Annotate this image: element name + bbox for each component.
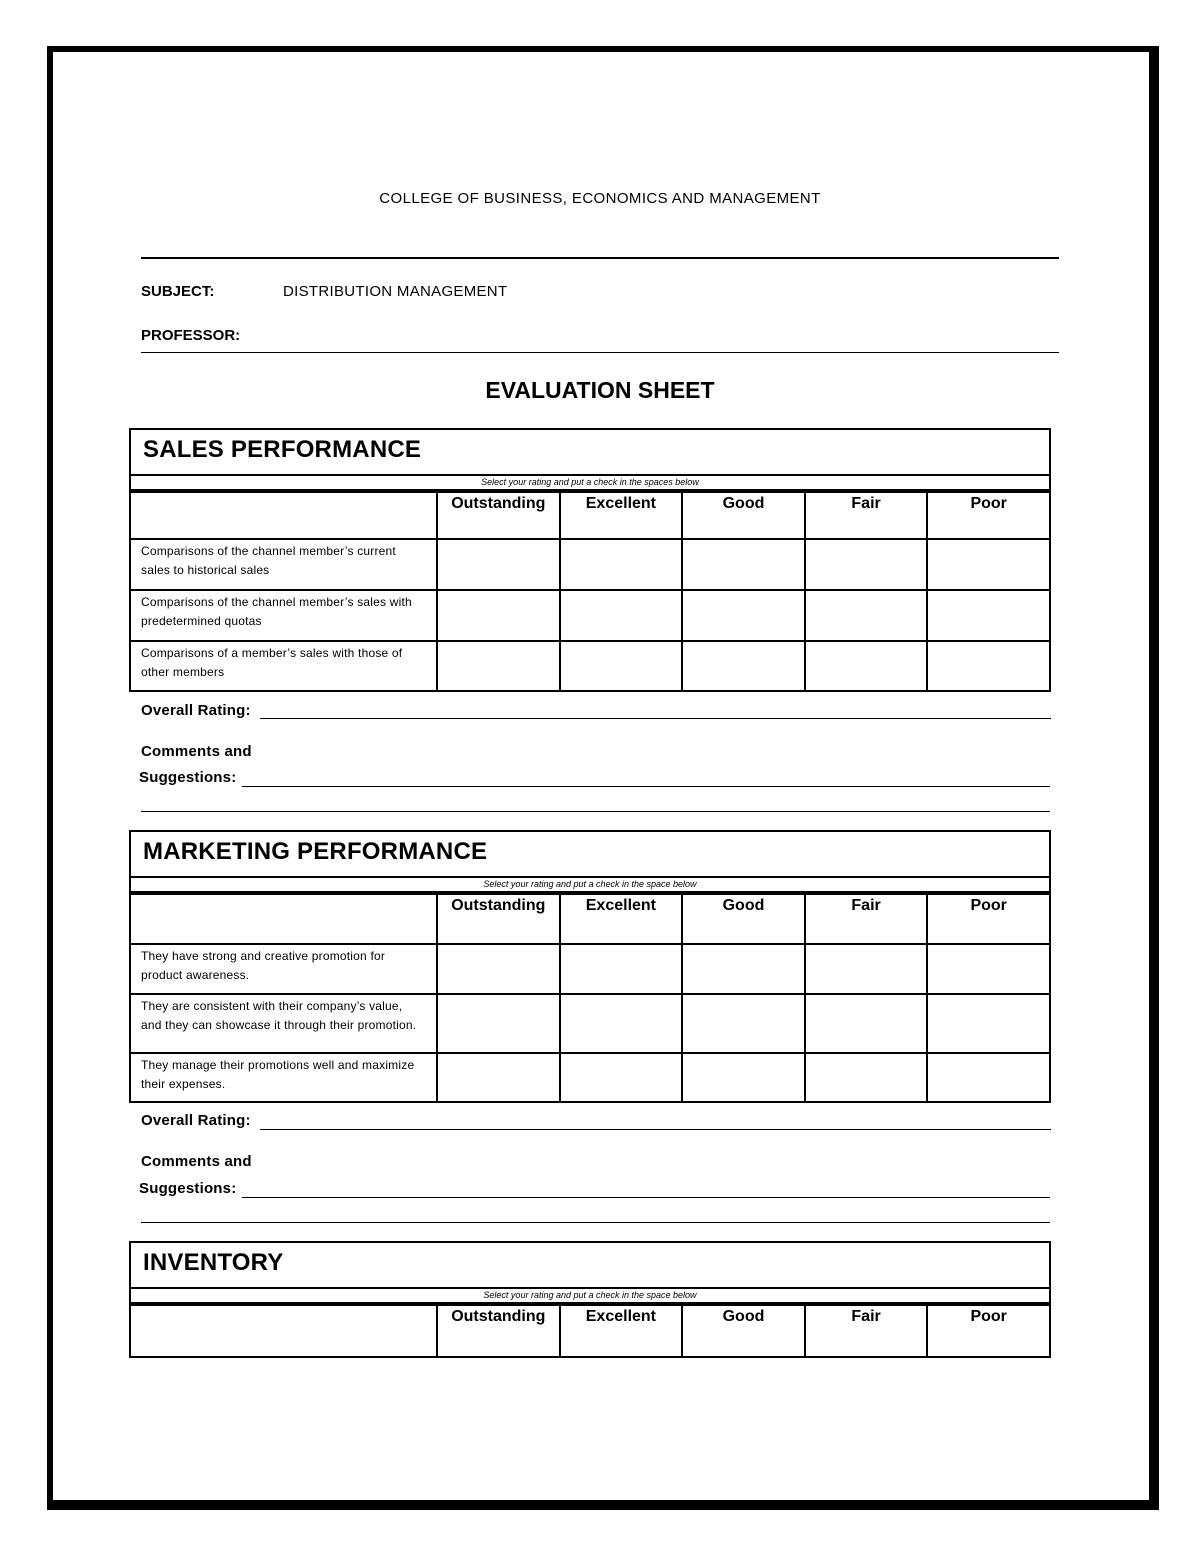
rating-cell-good[interactable] [682, 944, 805, 994]
rating-cell-excellent[interactable] [560, 1053, 683, 1102]
criteria-header [130, 894, 437, 944]
rating-cell-excellent[interactable] [560, 539, 683, 590]
page-title: EVALUATION SHEET [485, 377, 715, 403]
rating-col-outstanding: Outstanding [437, 492, 560, 539]
rating-table [129, 491, 1051, 692]
rating-col-outstanding: Outstanding [437, 1305, 560, 1357]
section-instruction: Select your rating and put a check in the spaces below [129, 476, 1051, 491]
table-row [130, 641, 1050, 691]
rating-cell-outstanding[interactable] [437, 944, 560, 994]
rating-cell-poor[interactable] [927, 1053, 1050, 1102]
marketing-performance-section [129, 830, 1051, 1103]
rating-cell-fair[interactable] [805, 641, 928, 691]
comments-line[interactable] [242, 1197, 1050, 1198]
rating-table [129, 1304, 1051, 1358]
section-title: MARKETING PERFORMANCE [129, 830, 1051, 878]
rating-cell-poor[interactable] [927, 539, 1050, 590]
rating-col-good: Good [682, 492, 805, 539]
rating-cell-outstanding[interactable] [437, 994, 560, 1053]
rating-col-poor: Poor [927, 492, 1050, 539]
criteria-header [130, 1305, 437, 1357]
comments-line[interactable] [242, 786, 1050, 787]
rating-cell-fair[interactable] [805, 944, 928, 994]
rating-col-poor: Poor [927, 894, 1050, 944]
rating-cell-excellent[interactable] [560, 590, 683, 641]
rating-cell-outstanding[interactable] [437, 590, 560, 641]
overall-rating-line[interactable] [260, 1129, 1051, 1130]
table-row [130, 590, 1050, 641]
comments-label: Comments and [141, 743, 252, 760]
rating-header-row [130, 492, 1050, 539]
rating-cell-good[interactable] [682, 539, 805, 590]
rating-col-outstanding: Outstanding [437, 894, 560, 944]
rating-header-row [130, 1305, 1050, 1357]
rating-cell-poor[interactable] [927, 944, 1050, 994]
rating-col-fair: Fair [805, 894, 928, 944]
criteria-header [130, 492, 437, 539]
section-title: INVENTORY [129, 1241, 1051, 1289]
criterion-text: They are consistent with their company’s value, and they can showcase it through their promotion. [130, 994, 437, 1053]
section-title: SALES PERFORMANCE [129, 428, 1051, 476]
criterion-text: Comparisons of the channel member’s sales with predetermined quotas [130, 590, 437, 641]
rating-col-excellent: Excellent [560, 894, 683, 944]
rating-cell-fair[interactable] [805, 539, 928, 590]
rating-col-excellent: Excellent [560, 492, 683, 539]
rating-cell-fair[interactable] [805, 994, 928, 1053]
rating-col-good: Good [682, 1305, 805, 1357]
rating-cell-excellent[interactable] [560, 994, 683, 1053]
comments-line[interactable] [141, 1222, 1050, 1223]
table-row [130, 944, 1050, 994]
suggestions-label: Suggestions: [139, 1180, 237, 1197]
table-row [130, 1053, 1050, 1102]
subject-value: DISTRIBUTION MANAGEMENT [283, 283, 508, 300]
header-rule [141, 257, 1059, 259]
college-name: COLLEGE OF BUSINESS, ECONOMICS AND MANAGEMENT [379, 190, 821, 207]
professor-rule [141, 352, 1059, 353]
criterion-text: Comparisons of a member’s sales with those of other members [130, 641, 437, 691]
criterion-text: They manage their promotions well and maximize their expenses. [130, 1053, 437, 1102]
rating-col-fair: Fair [805, 492, 928, 539]
comments-line[interactable] [141, 811, 1050, 812]
rating-col-excellent: Excellent [560, 1305, 683, 1357]
rating-header-row [130, 894, 1050, 944]
rating-cell-excellent[interactable] [560, 641, 683, 691]
rating-table [129, 893, 1051, 1103]
suggestions-label: Suggestions: [139, 769, 237, 786]
rating-cell-good[interactable] [682, 641, 805, 691]
rating-cell-poor[interactable] [927, 590, 1050, 641]
section-instruction: Select your rating and put a check in the space below [129, 878, 1051, 893]
rating-cell-outstanding[interactable] [437, 1053, 560, 1102]
criterion-text: They have strong and creative promotion for product awareness. [130, 944, 437, 994]
rating-col-fair: Fair [805, 1305, 928, 1357]
rating-col-good: Good [682, 894, 805, 944]
overall-rating-label: Overall Rating: [141, 1112, 251, 1129]
subject-label: SUBJECT: [141, 283, 215, 300]
criterion-text: Comparisons of the channel member’s current sales to historical sales [130, 539, 437, 590]
rating-cell-fair[interactable] [805, 1053, 928, 1102]
rating-cell-good[interactable] [682, 994, 805, 1053]
inventory-section [129, 1241, 1051, 1358]
comments-label: Comments and [141, 1153, 252, 1170]
overall-rating-label: Overall Rating: [141, 702, 251, 719]
rating-cell-good[interactable] [682, 590, 805, 641]
table-row [130, 539, 1050, 590]
rating-cell-outstanding[interactable] [437, 641, 560, 691]
rating-cell-poor[interactable] [927, 641, 1050, 691]
rating-col-poor: Poor [927, 1305, 1050, 1357]
rating-cell-outstanding[interactable] [437, 539, 560, 590]
table-row [130, 994, 1050, 1053]
rating-cell-fair[interactable] [805, 590, 928, 641]
overall-rating-line[interactable] [260, 718, 1051, 719]
rating-cell-excellent[interactable] [560, 944, 683, 994]
sales-performance-section [129, 428, 1051, 692]
section-instruction: Select your rating and put a check in the space below [129, 1289, 1051, 1304]
rating-cell-good[interactable] [682, 1053, 805, 1102]
professor-label: PROFESSOR: [141, 327, 241, 344]
rating-cell-poor[interactable] [927, 994, 1050, 1053]
